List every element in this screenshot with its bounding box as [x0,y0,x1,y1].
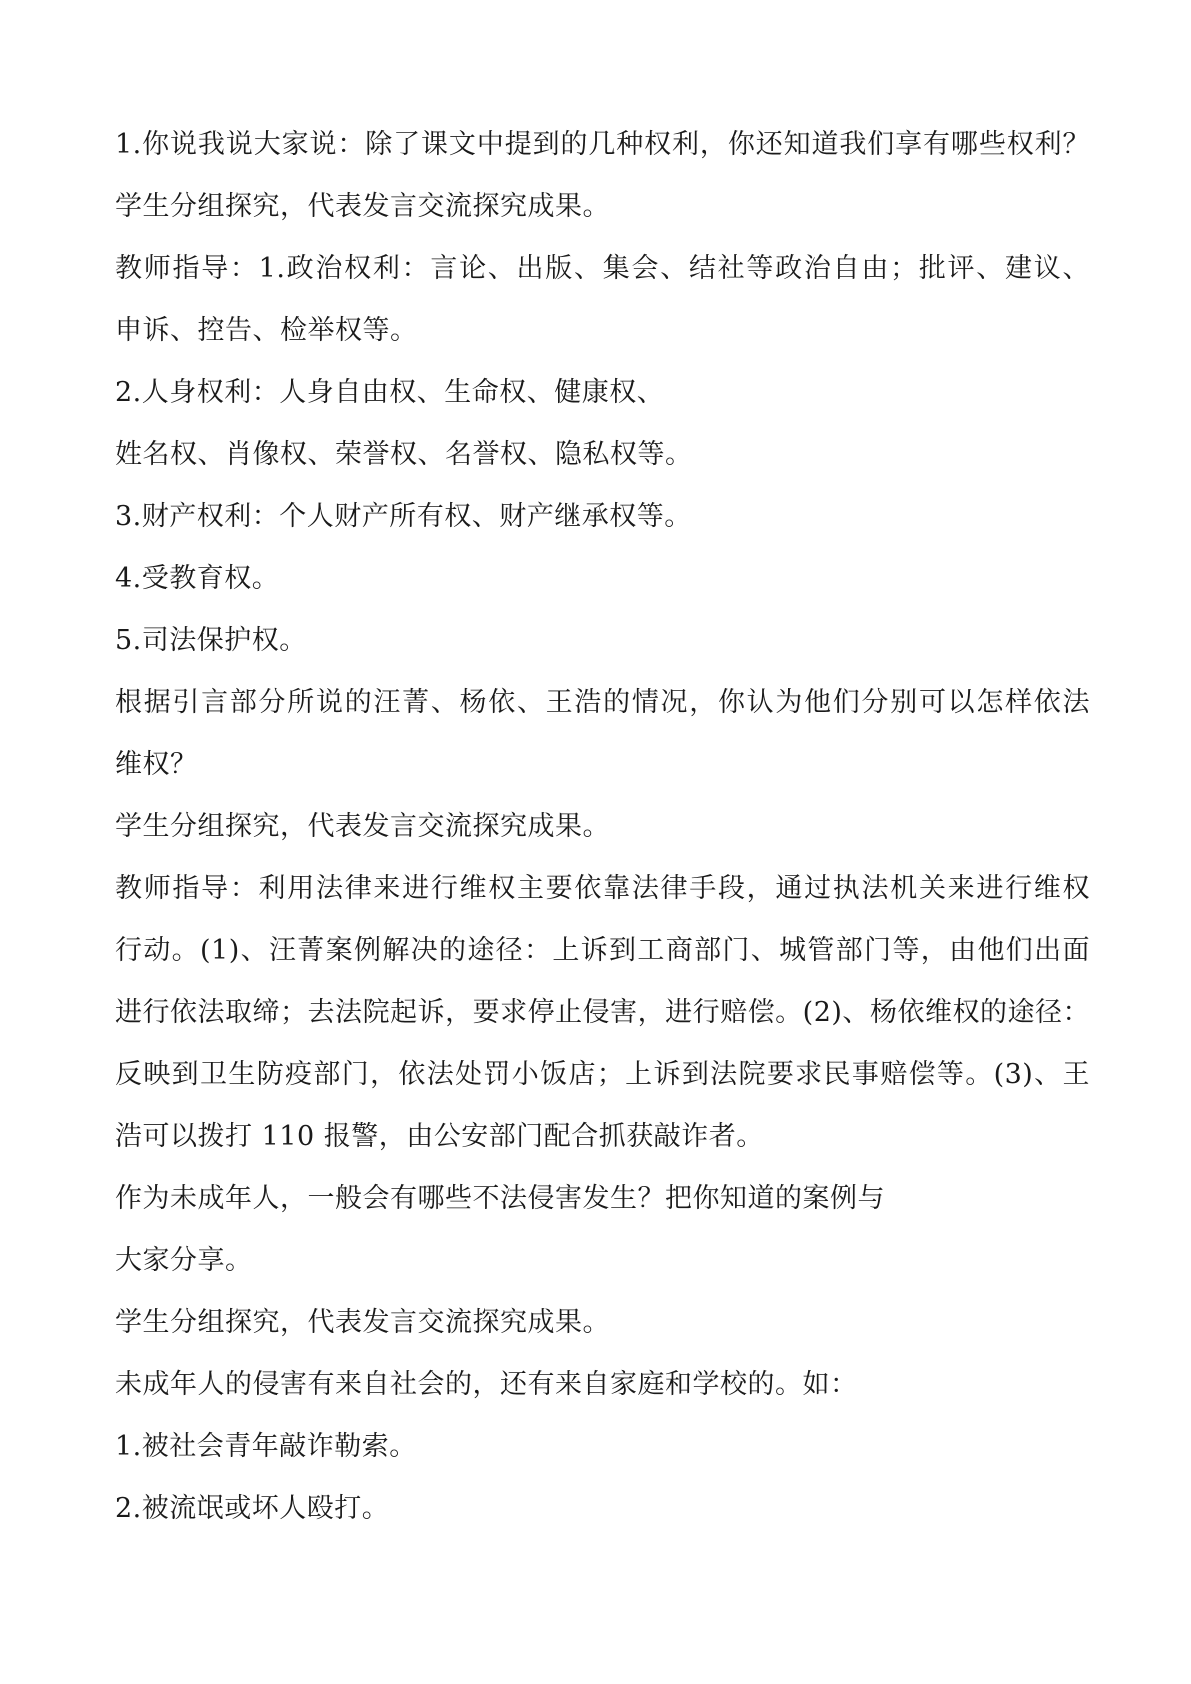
paragraph-line: 反映到卫生防疫部门，依法处罚小饭店；上诉到法院要求民事赔偿等。(3)、王 [115,1059,1090,1090]
paragraph-line: 5.司法保护权。 [115,625,307,656]
paragraph-line: 教师指导：利用法律来进行维权主要依靠法律手段，通过执法机关来进行维权 [115,873,1090,904]
paragraph-line: 大家分享。 [115,1245,253,1276]
paragraph-line: 学生分组探究，代表发言交流探究成果。 [115,1307,610,1338]
paragraph-line: 维权？ [115,749,198,780]
paragraph-line: 1.你说我说大家说：除了课文中提到的几种权利，你还知道我们享有哪些权利？ [115,129,1090,160]
paragraph-line: 根据引言部分所说的汪菁、杨依、王浩的情况，你认为他们分别可以怎样依法 [115,687,1090,718]
paragraph-line: 1.被社会青年敲诈勒索。 [115,1431,417,1462]
paragraph-line: 学生分组探究，代表发言交流探究成果。 [115,191,610,222]
paragraph-line: 申诉、控告、检举权等。 [115,315,418,346]
paragraph-line: 3.财产权利：个人财产所有权、财产继承权等。 [115,501,692,532]
paragraph-line: 2.人身权利：人身自由权、生命权、健康权、 [115,377,665,408]
paragraph-line: 姓名权、肖像权、荣誉权、名誉权、隐私权等。 [115,439,693,470]
paragraph-line: 进行依法取缔；去法院起诉，要求停止侵害，进行赔偿。(2)、杨依维权的途径： [115,997,1090,1028]
paragraph-line: 2.被流氓或坏人殴打。 [115,1493,390,1524]
paragraph-line: 教师指导：1.政治权利：言论、出版、集会、结社等政治自由；批评、建议、 [115,253,1090,284]
paragraph-line: 行动。(1)、汪菁案例解决的途径：上诉到工商部门、城管部门等，由他们出面 [115,935,1090,966]
paragraph-line: 浩可以拨打 110 报警，由公安部门配合抓获敲诈者。 [115,1121,764,1152]
paragraph-line: 学生分组探究，代表发言交流探究成果。 [115,811,610,842]
paragraph-line: 4.受教育权。 [115,563,280,594]
paragraph-line: 作为未成年人，一般会有哪些不法侵害发生？把你知道的案例与 [115,1183,885,1214]
document-body [115,114,1090,1540]
paragraph-line: 未成年人的侵害有来自社会的，还有来自家庭和学校的。如： [115,1369,858,1400]
